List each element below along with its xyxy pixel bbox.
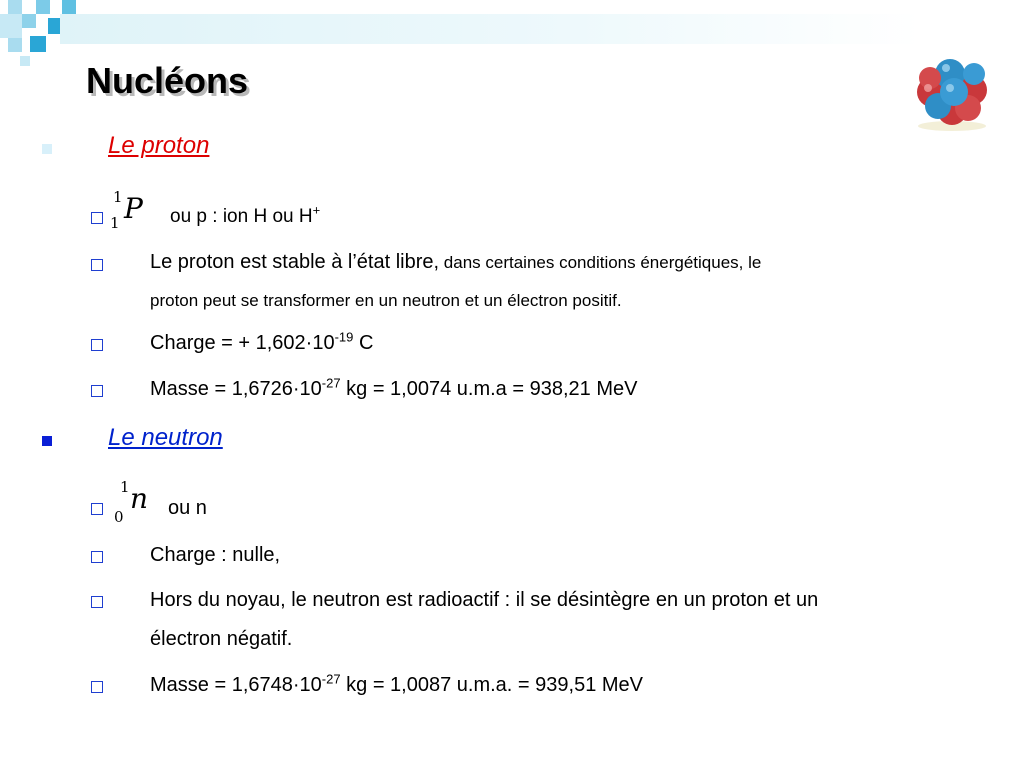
- proton-nuclide-notation: [108, 188, 152, 236]
- list-bullet-box: [91, 212, 103, 224]
- neutron-heading: Le neutron: [108, 424, 223, 451]
- proton-heading: Le proton: [108, 132, 210, 159]
- list-bullet-box: [91, 551, 103, 563]
- nuclide-atomic-number: 0: [114, 508, 124, 526]
- nuclide-mass-number: 1: [113, 188, 123, 206]
- proton-stability-line2: proton peut se transformer en un neutron et un électron positif.: [150, 291, 622, 310]
- proton-mass: Masse = $1,6726\cdot 10^{-27}$ kg = 1,0074 u.m.a = 938,21 MeV: [150, 375, 638, 400]
- proton-notation-text: ou p : ion H ou H+: [170, 202, 321, 227]
- neutron-mass: Masse = $1,6748\cdot 10^{-27}$ kg = 1,0087 u.m.a. = 939,51 MeV: [150, 671, 643, 696]
- list-bullet-box: [91, 596, 103, 608]
- list-bullet-box: [91, 681, 103, 693]
- neutron-charge: Charge : nulle,: [150, 544, 281, 566]
- nuclide-symbol: P: [124, 192, 143, 225]
- list-bullet-box: [91, 339, 103, 351]
- header-band: [60, 14, 920, 44]
- list-bullet-box: [91, 503, 103, 515]
- section-bullet: [42, 144, 52, 154]
- nuclide-atomic-number: 1: [110, 214, 120, 232]
- list-bullet-box: [91, 385, 103, 397]
- list-bullet-box: [91, 259, 103, 271]
- proton-stability-line1: Le proton est stable à l’état libre, dans certaines conditions énergétiques, le: [150, 251, 762, 273]
- nuclide-mass-number: 1: [120, 478, 130, 496]
- section-bullet: [42, 436, 52, 446]
- nuclide-symbol: n: [130, 482, 149, 515]
- proton-charge: Charge = + $1,602\cdot 10^{-19}$ C: [150, 329, 374, 354]
- neutron-nuclide-notation: [112, 478, 156, 528]
- nucleus-illustration: [908, 52, 996, 132]
- neutron-decay-line2: électron négatif.: [150, 628, 293, 650]
- page-title: Nucléons: [86, 60, 249, 101]
- neutron-notation-text: ou n: [168, 497, 207, 519]
- neutron-decay-line1: Hors du noyau, le neutron est radioactif : il se désintègre en un proton et un: [150, 589, 819, 611]
